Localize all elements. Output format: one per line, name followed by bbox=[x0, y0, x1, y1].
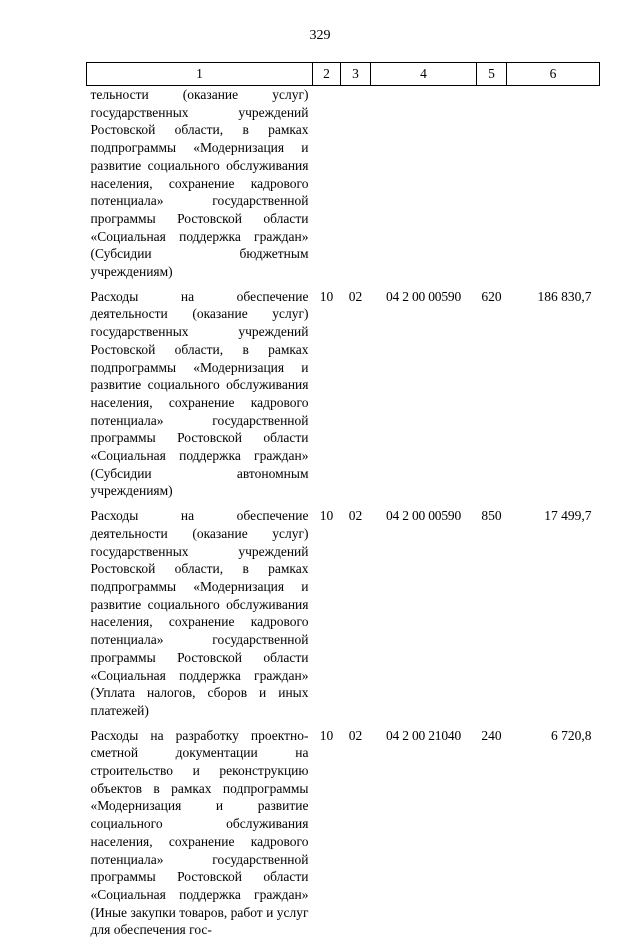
row-subsection: 02 bbox=[348, 508, 363, 524]
row-description: Расходы на обеспечение деятельности (оказание услуг) государственных учреждений Ростовской области, в рамках подпрограммы «Модернизация и развитие социального обслуживания населения, сохранение кадрового потенциала» государственной программы Ростовской области «Социальная поддержка граждан» (Субсидии автономным учреждениям) bbox=[90, 288, 309, 499]
row-section: 10 bbox=[319, 508, 334, 524]
row-target-code bbox=[371, 86, 477, 288]
row-target-code: 04 2 00 21040 bbox=[385, 727, 462, 743]
header-col-2: 2 bbox=[313, 63, 341, 86]
page-number: 329 bbox=[309, 28, 331, 43]
row-expense-type bbox=[477, 86, 507, 288]
header-col-5: 5 bbox=[477, 63, 507, 86]
row-subsection: 02 bbox=[348, 727, 363, 743]
header-col-4: 4 bbox=[371, 63, 477, 86]
row-section: 10 bbox=[319, 727, 334, 743]
row-section: 10 bbox=[319, 288, 334, 304]
row-description: Расходы на обеспечение деятельности (оказание услуг) государственных учреждений Ростовской области, в рамках подпрограммы «Модернизация и развитие социального обслуживания населения, сохранение кадрового потенциала» государственной программы Ростовской области «Социальная поддержка граждан» (Уплата налогов, сборов и иных платежей) bbox=[90, 508, 309, 718]
row-section bbox=[313, 86, 341, 288]
row-expense-type: 850 bbox=[481, 508, 502, 524]
table-row bbox=[87, 727, 600, 946]
row-expense-type: 620 bbox=[481, 288, 502, 304]
row-amount: 6 720,8 bbox=[551, 727, 592, 743]
table-row bbox=[87, 86, 600, 288]
row-description: Расходы на разработку проектно-сметной документации на строительство и реконструкцию объектов в рамках подпрограммы «Модернизация и развитие социального обслуживания населения, сохранение кадрового потенциала» государственной программы Ростовской области «Социальная поддержка граждан» (Иные закупки товаров, работ и услуг для обеспечения гос- bbox=[90, 727, 309, 938]
row-amount bbox=[507, 86, 600, 288]
table-row bbox=[87, 507, 600, 726]
row-subsection bbox=[341, 86, 371, 288]
row-target-code: 04 2 00 00590 bbox=[385, 288, 462, 304]
row-amount: 17 499,7 bbox=[544, 508, 592, 524]
row-expense-type: 240 bbox=[481, 727, 502, 743]
table-header-row bbox=[87, 63, 600, 86]
row-subsection: 02 bbox=[348, 288, 363, 304]
budget-table bbox=[86, 62, 600, 946]
row-amount: 186 830,7 bbox=[537, 288, 592, 304]
row-description: тельности (оказание услуг) государственных учреждений Ростовской области, в рамках подпрограммы «Модернизация и развитие социального обслуживания населения, сохранение кадрового потенциала» государственной программы Ростовской области «Социальная поддержка граждан» (Субсидии бюджетным учреждениям) bbox=[90, 87, 309, 280]
header-col-6: 6 bbox=[507, 63, 600, 86]
row-target-code: 04 2 00 00590 bbox=[385, 508, 462, 524]
header-col-3: 3 bbox=[341, 63, 371, 86]
header-col-1: 1 bbox=[87, 63, 313, 86]
table-row bbox=[87, 288, 600, 507]
